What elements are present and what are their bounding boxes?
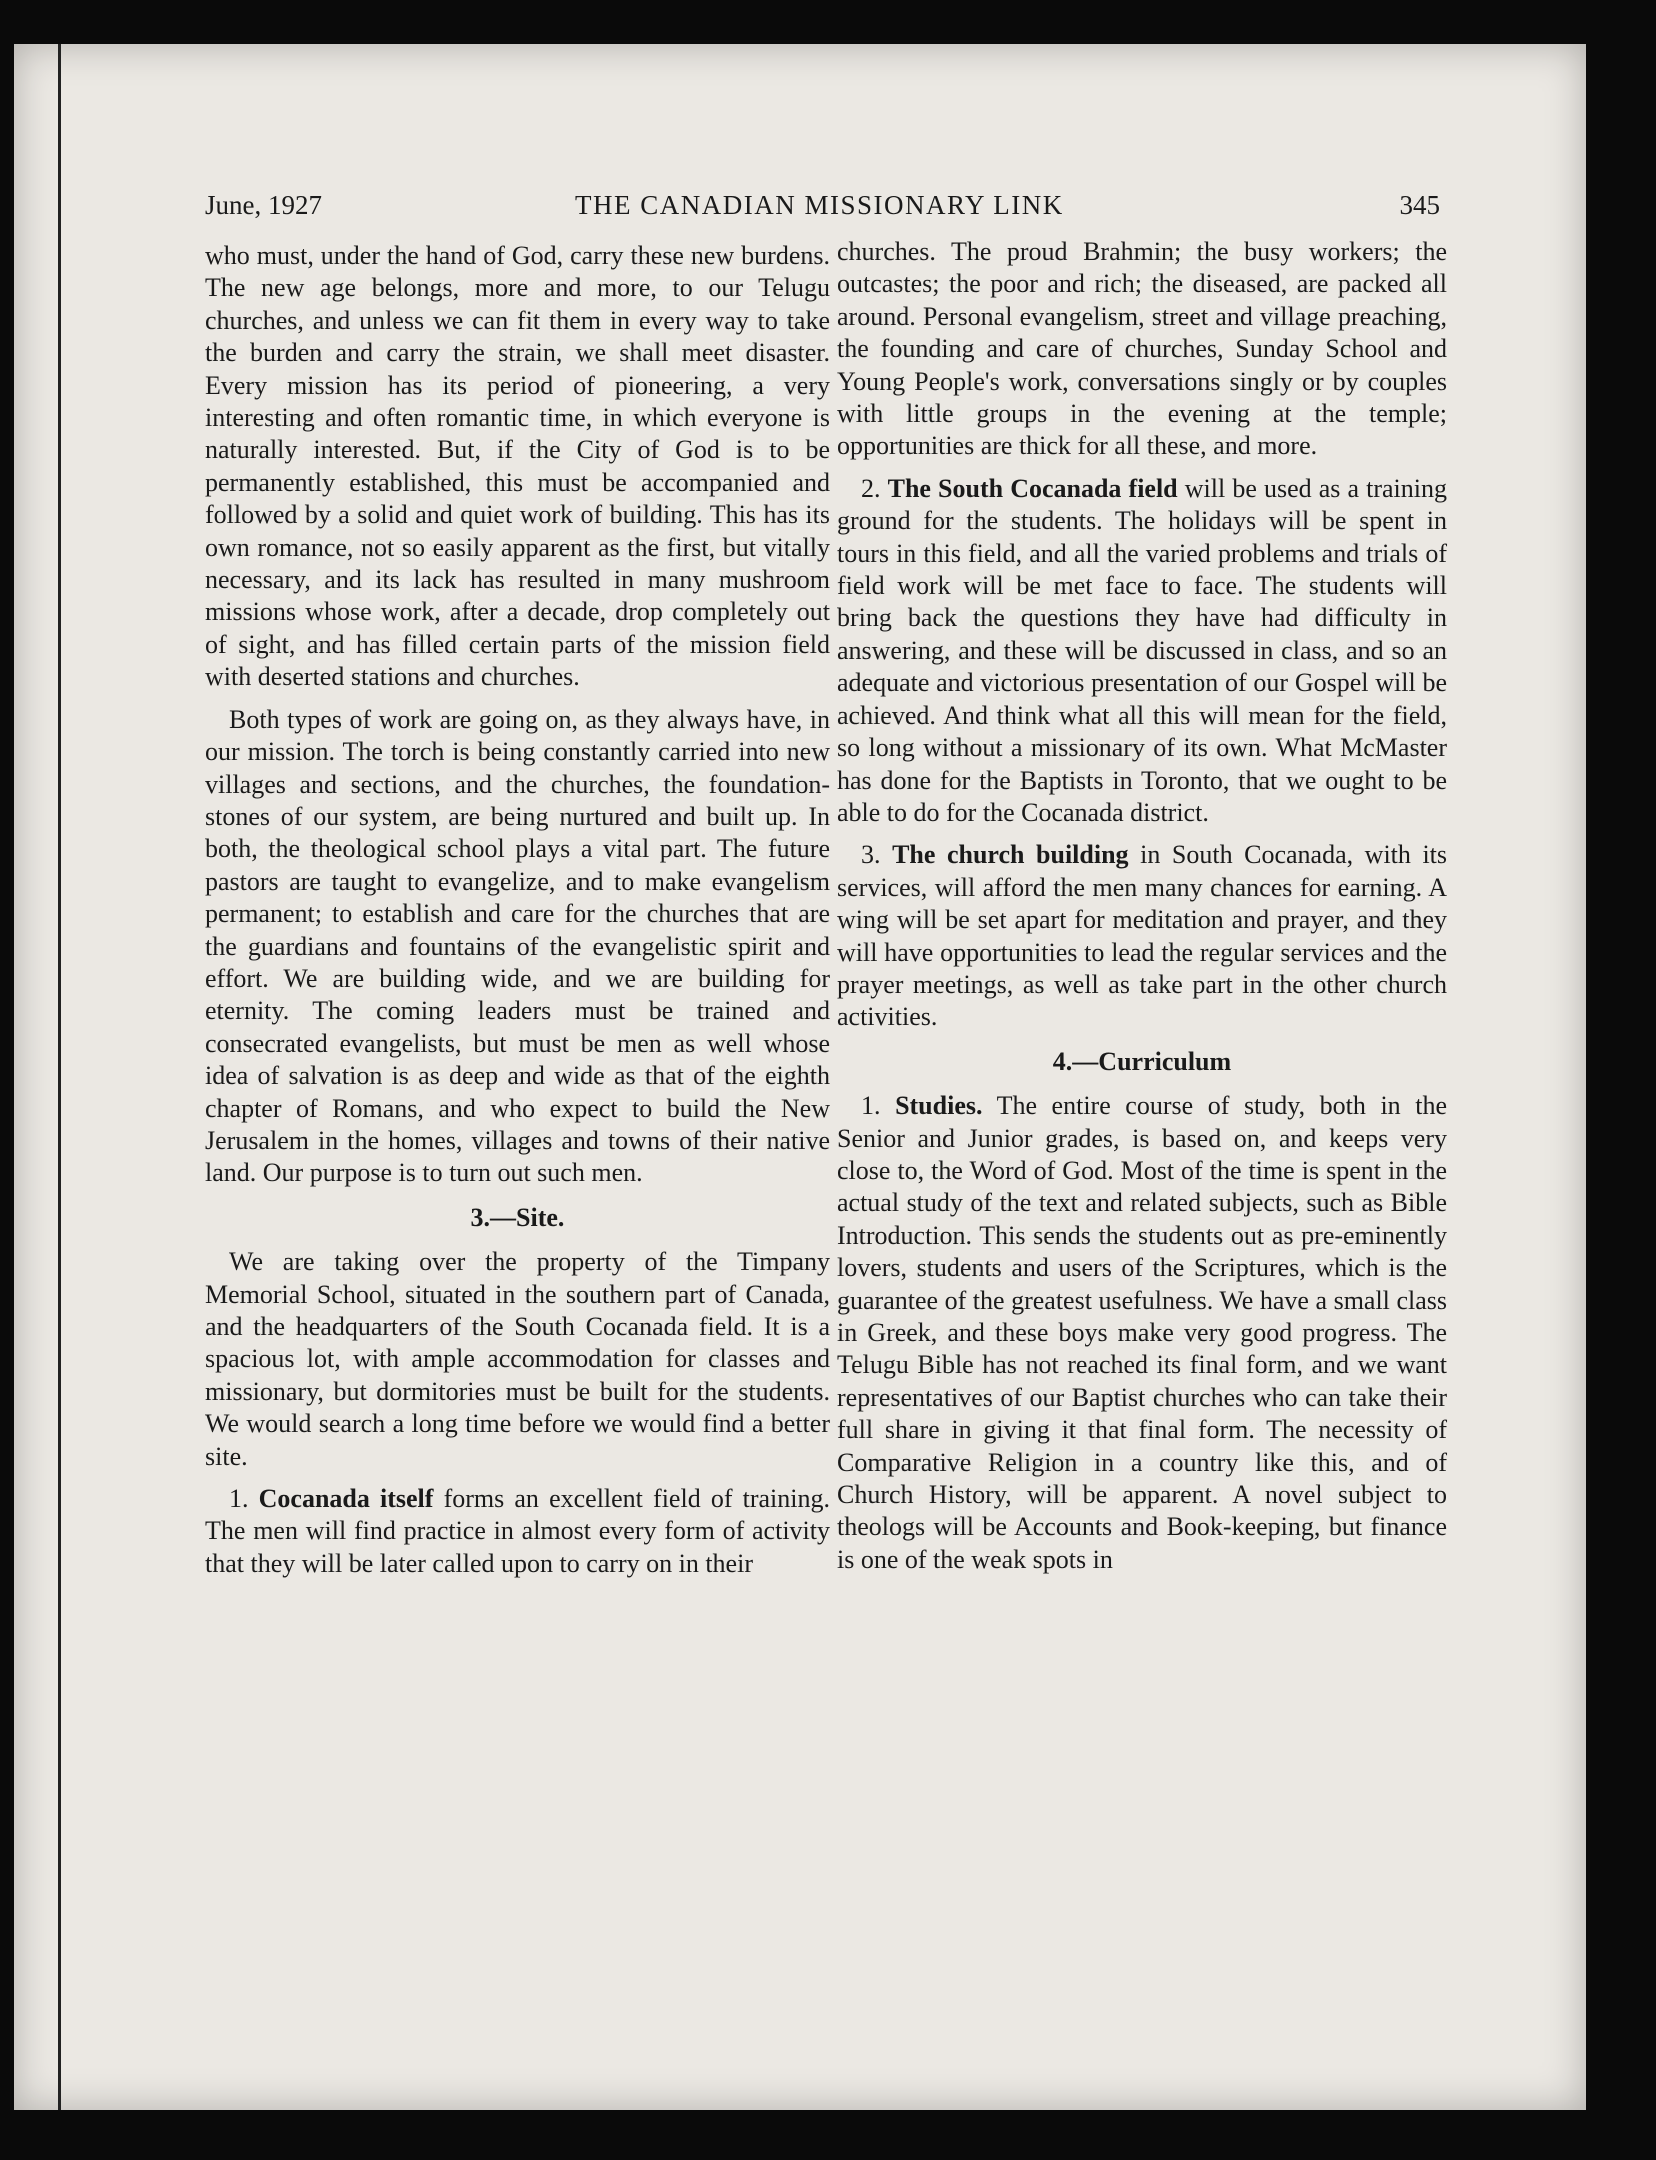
item-lead: Cocanada itself [258, 1484, 434, 1514]
page-number: 345 [1399, 190, 1440, 220]
item-text: in South Cocanada, with its services, will afford the men many chances for earning. A wing will be set apart for meditation and prayer, and they will have opportunities to lead the regular services and the prayer meetings, as well as take part in the other church activities. [837, 840, 1448, 1032]
binding-edge [58, 44, 61, 2110]
paragraph: churches. The proud Brahmin; the busy workers; the outcastes; the poor and rich; the diseased, are packed all around. Personal evangelism, street and village preaching, the founding and care of churches, Sunday School and Young People's work, conversations singly or by couples with little groups in the evening at the temple; opportunities are thick for all these, and more. [837, 237, 1447, 461]
item-number: 3. [861, 840, 881, 870]
journal-title: THE CANADIAN MISSIONARY LINK [575, 190, 1064, 220]
item-text: will be used as a training ground for the students. The holidays will be spent in tours in this field, and all the varied problems and trials of field work will be met face to face. The students will bring back the questions they have had difficulty in answering, and these will be discussed in class, and so an adequate and victorious presentation of our Gospel will be achieved. And think what all this will mean for the field, so long without a missionary of its own. What McMaster has done for the Baptists in Toronto, that we ought to be able to do for the Cocanada district. [837, 473, 1448, 827]
item-number: 1. [861, 1091, 881, 1121]
item-number: 1. [229, 1484, 249, 1514]
item-lead: Studies. [895, 1091, 983, 1121]
item-lead: The South Cocanada field [887, 473, 1178, 503]
section-heading: 3.—Site. [470, 1202, 565, 1232]
numbered-paragraph [837, 1090, 1447, 1576]
paragraph: who must, under the hand of God, carry these new burdens. The new age belongs, more and more, to our Telugu churches, and unless we can fit them in every way to take the burden and carry the strain, we shall meet disaster. Every mission has its period of pioneering, a very interesting and often romantic time, in which everyone is naturally interested. But, if the City of God is to be permanently established, this must be accompanied and followed by a solid and quiet work of building. This has its own romance, not so easily apparent as the first, but vitally necessary, and its lack has resulted in many mushroom missions whose work, after a decade, drop completely out of sight, and has filled certain parts of the mission field with deserted stations and churches. [205, 241, 830, 692]
section-heading: 4.—Curriculum [1052, 1046, 1232, 1076]
item-number: 2. [861, 473, 881, 503]
numbered-paragraph [837, 473, 1447, 829]
left-column [205, 240, 830, 1590]
right-column [837, 236, 1447, 1586]
running-header [205, 190, 1440, 230]
paragraph: Both types of work are going on, as they always have, in our mission. The torch is being constantly carried into new villages and sections, and the churches, the foundation-stones of our system, are being nurtured and built up. In both, the theological school plays a vital part. The future pastors are taught to evangelize, and to make evangelism permanent; to establish and care for the churches that are the guardians and fountains of the evangelistic spirit and effort. We are building wide, and we are building for eternity. The coming leaders must be trained and consecrated evangelists, but must be men as well whose idea of salvation is as deep and wide as that of the eighth chapter of Romans, and who expect to build the New Jerusalem in the homes, villages and towns of their native land. Our purpose is to turn out such men. [205, 704, 830, 1188]
item-text: The entire course of study, both in the Senior and Junior grades, is based on, and keeps very close to, the Word of God. Most of the time is spent in the actual study of the text and related subjects, such as Bible Introduction. This sends the students out as pre-eminently lovers, students and users of the Scriptures, which is the guarantee of the greatest usefulness. We have a small class in Greek, and these boys make very good progress. The Telugu Bible has not reached its final form, and we want representatives of our Baptist churches who can take their full share in giving it that final form. The necessity of Comparative Religion in a country like this, and of Church History, will be apparent. A novel subject to theologs will be Accounts and Book-keeping, but finance is one of the weak spots in [837, 1091, 1447, 1574]
header-date: June, 1927 [205, 190, 322, 220]
numbered-paragraph [837, 839, 1447, 1033]
paragraph: We are taking over the property of the Timpany Memorial School, situated in the southern part of Canada, and the headquarters of the South Cocanada field. It is a spacious lot, with ample accommodation for classes and missionary, but dormitories must be built for the students. We would search a long time before we would find a better site. [205, 1247, 830, 1471]
item-lead: The church building [892, 840, 1129, 870]
item-text: forms an excellent field of training. The men will find practice in almost every form of activity that they will be later called upon to carry on in their [205, 1484, 830, 1578]
numbered-paragraph [205, 1483, 830, 1580]
